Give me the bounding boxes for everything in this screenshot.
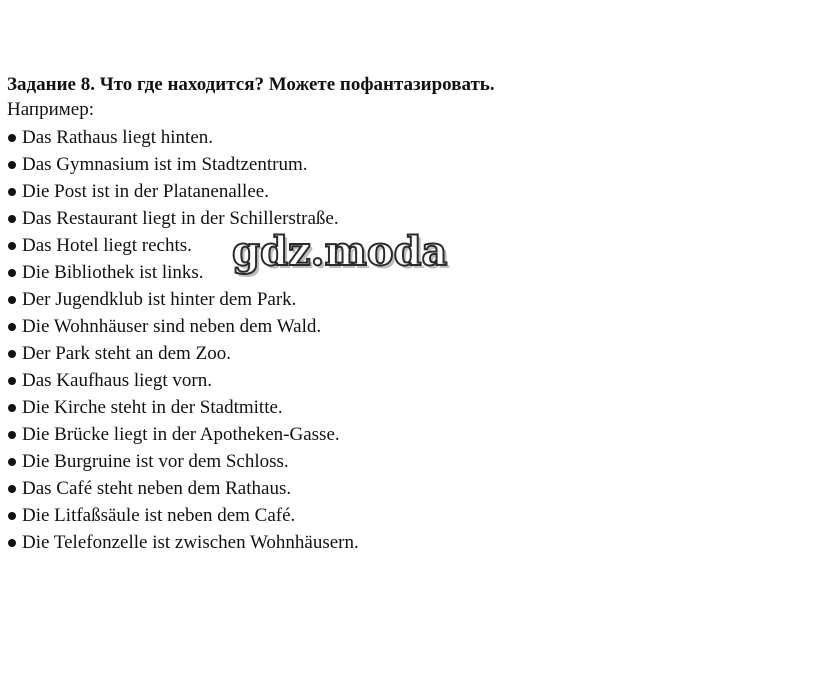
sentence-text: Die Litfaßsäule ist neben dem Café. xyxy=(22,505,296,526)
list-item xyxy=(7,124,807,151)
bullet-icon xyxy=(8,350,16,358)
bullet-icon xyxy=(8,458,16,466)
sentence-text: Das Kaufhaus liegt vorn. xyxy=(22,370,212,391)
sentence-text: Die Post ist in der Platanenallee. xyxy=(22,181,269,202)
sentence-text: Der Jugendklub ist hinter dem Park. xyxy=(22,289,297,310)
sentence-text: Das Hotel liegt rechts. xyxy=(22,235,192,256)
bullet-icon xyxy=(8,431,16,439)
sentence-text: Die Wohnhäuser sind neben dem Wald. xyxy=(22,316,322,337)
list-item xyxy=(7,178,807,205)
bullet-icon xyxy=(8,539,16,547)
list-item xyxy=(7,151,807,178)
watermark-logo: gdz.moda xyxy=(232,228,448,275)
task-intro: Например: xyxy=(7,99,94,120)
list-item xyxy=(7,367,807,394)
list-item xyxy=(7,286,807,313)
list-item xyxy=(7,232,807,259)
bullet-icon xyxy=(8,215,16,223)
bullet-icon xyxy=(8,485,16,493)
list-item xyxy=(7,205,807,232)
bullet-icon xyxy=(8,404,16,412)
list-item xyxy=(7,340,807,367)
list-item xyxy=(7,421,807,448)
list-item xyxy=(7,259,807,286)
task-heading: Задание 8. Что где находится? Можете пофантазировать. xyxy=(7,74,495,95)
bullet-icon xyxy=(8,269,16,277)
sentence-text: Der Park steht an dem Zoo. xyxy=(22,343,231,364)
sentence-text: Das Café steht neben dem Rathaus. xyxy=(22,478,292,499)
sentence-text: Die Bibliothek ist links. xyxy=(22,262,204,283)
list-item xyxy=(7,394,807,421)
sentence-text: Die Brücke liegt in der Apotheken-Gasse. xyxy=(22,424,340,445)
document-body xyxy=(7,72,807,556)
bullet-icon xyxy=(8,377,16,385)
sentence-text: Die Telefonzelle ist zwischen Wohnhäusern. xyxy=(22,532,359,553)
list-item xyxy=(7,529,807,556)
bullet-icon xyxy=(8,242,16,250)
list-item xyxy=(7,313,807,340)
sentence-text: Die Burgruine ist vor dem Schloss. xyxy=(22,451,289,472)
list-item xyxy=(7,502,807,529)
sentence-text: Das Restaurant liegt in der Schillerstraße. xyxy=(22,208,339,229)
sentence-text: Das Gymnasium ist im Stadtzentrum. xyxy=(22,154,308,175)
answer-list xyxy=(7,124,807,556)
sentence-text: Das Rathaus liegt hinten. xyxy=(22,127,214,148)
sentence-text: Die Kirche steht in der Stadtmitte. xyxy=(22,397,283,418)
bullet-icon xyxy=(8,296,16,304)
bullet-icon xyxy=(8,512,16,520)
bullet-icon xyxy=(8,161,16,169)
list-item xyxy=(7,448,807,475)
bullet-icon xyxy=(8,323,16,331)
bullet-icon xyxy=(8,134,16,142)
list-item xyxy=(7,475,807,502)
bullet-icon xyxy=(8,188,16,196)
